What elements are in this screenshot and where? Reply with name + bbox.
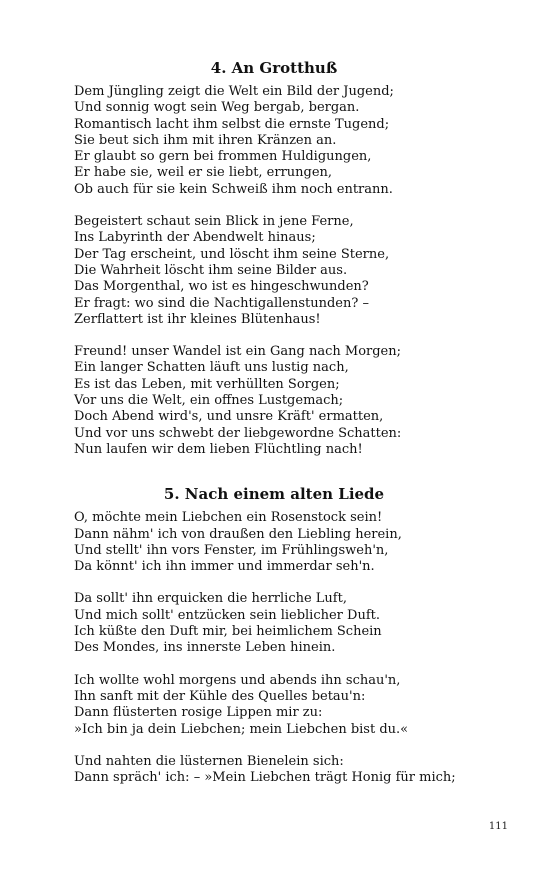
verse-line: Dem Jüngling zeigt die Welt ein Bild der Jugend; [74, 84, 394, 99]
verse-line: »Ich bin ja dein Liebchen; mein Liebchen bist du.« [74, 721, 409, 737]
verse-line: Nun laufen wir dem lieben Flüchtling nach! [74, 441, 363, 457]
verse-line: Und sonnig wogt sein Weg bergab, bergan. [74, 100, 360, 116]
verse-line: Da könnt' ich ihn immer und immerdar seh'n. [74, 559, 375, 575]
stanza [74, 754, 474, 787]
verse-line: Das Morgenthal, wo ist es hingeschwunden? [74, 279, 369, 295]
verse-line: Ich wollte wohl morgens und abends ihn schau'n, [74, 672, 401, 688]
verse-line: Dann flüsterten rosige Lippen mir zu: [74, 705, 323, 721]
stanza [74, 591, 474, 656]
book-page [74, 58, 474, 812]
verse-line: Dann spräch' ich: – »Mein Liebchen trägt Honig für mich; [74, 770, 456, 786]
verse-line: Ein langer Schatten läuft uns lustig nach, [74, 360, 349, 376]
poem-an-grotthuss [74, 58, 474, 458]
verse-line: Und nahten die lüsternen Bienelein sich: [74, 753, 344, 769]
verse-line: Sie beut sich ihm mit ihren Kränzen an. [74, 132, 337, 148]
verse-line: Romantisch lacht ihm selbst die ernste Tugend; [74, 116, 390, 132]
stanza [74, 344, 474, 458]
stanza [74, 214, 474, 328]
verse-line: Da sollt' ihn erquicken die herrliche Luft, [74, 591, 347, 607]
verse-line: Zerflattert ist ihr kleines Blütenhaus! [74, 311, 321, 327]
verse-line: Er fragt: wo sind die Nachtigallenstunden? – [74, 295, 369, 311]
verse-line: Doch Abend wird's, und unsre Kräft' ermatten, [74, 409, 384, 425]
poem-nach-einem-alten-liede [74, 484, 474, 786]
verse-line: Ob auch für sie kein Schweiß ihm noch entrann. [74, 181, 393, 197]
stanza [74, 510, 474, 575]
verse-line: Dann nähm' ich von draußen den Liebling herein, [74, 526, 402, 542]
verse-line: Ins Labyrinth der Abendwelt hinaus; [74, 230, 316, 246]
verse-line: Und vor uns schwebt der liebgewordne Schatten: [74, 425, 402, 441]
verse-line: Der Tag erscheint, und löscht ihm seine Sterne, [74, 246, 390, 262]
verse-line: Er habe sie, weil er sie liebt, errungen, [74, 165, 333, 181]
poem-title: 5. Nach einem alten Liede [163, 485, 385, 504]
page-number: 111 [488, 821, 508, 832]
verse-line: Es ist das Leben, mit verhüllten Sorgen; [74, 376, 340, 392]
verse-line: Freund! unser Wandel ist ein Gang nach Morgen; [74, 344, 401, 360]
stanza [74, 673, 474, 738]
verse-line: Ich küßte den Duft mir, bei heimlichem Schein [74, 624, 382, 640]
verse-line: Und mich sollt' entzücken sein lieblicher Duft. [74, 607, 380, 623]
verse-line: Und stellt' ihn vors Fenster, im Frühlingsweh'n, [74, 542, 389, 558]
verse-line: Die Wahrheit löscht ihm seine Bilder aus. [74, 262, 348, 278]
stanza [74, 84, 474, 198]
verse-line: O, möchte mein Liebchen ein Rosenstock sein! [74, 510, 383, 526]
poem-title: 4. An Grotthuß [210, 59, 338, 77]
verse-line: Ihn sanft mit der Kühle des Quelles betau'n: [74, 688, 366, 704]
verse-line: Begeistert schaut sein Blick in jene Ferne, [74, 214, 354, 230]
verse-line: Er glaubt so gern bei frommen Huldigungen, [74, 149, 372, 165]
verse-line: Vor uns die Welt, ein offnes Lustgemach; [74, 393, 344, 409]
verse-line: Des Mondes, ins innerste Leben hinein. [74, 640, 336, 656]
